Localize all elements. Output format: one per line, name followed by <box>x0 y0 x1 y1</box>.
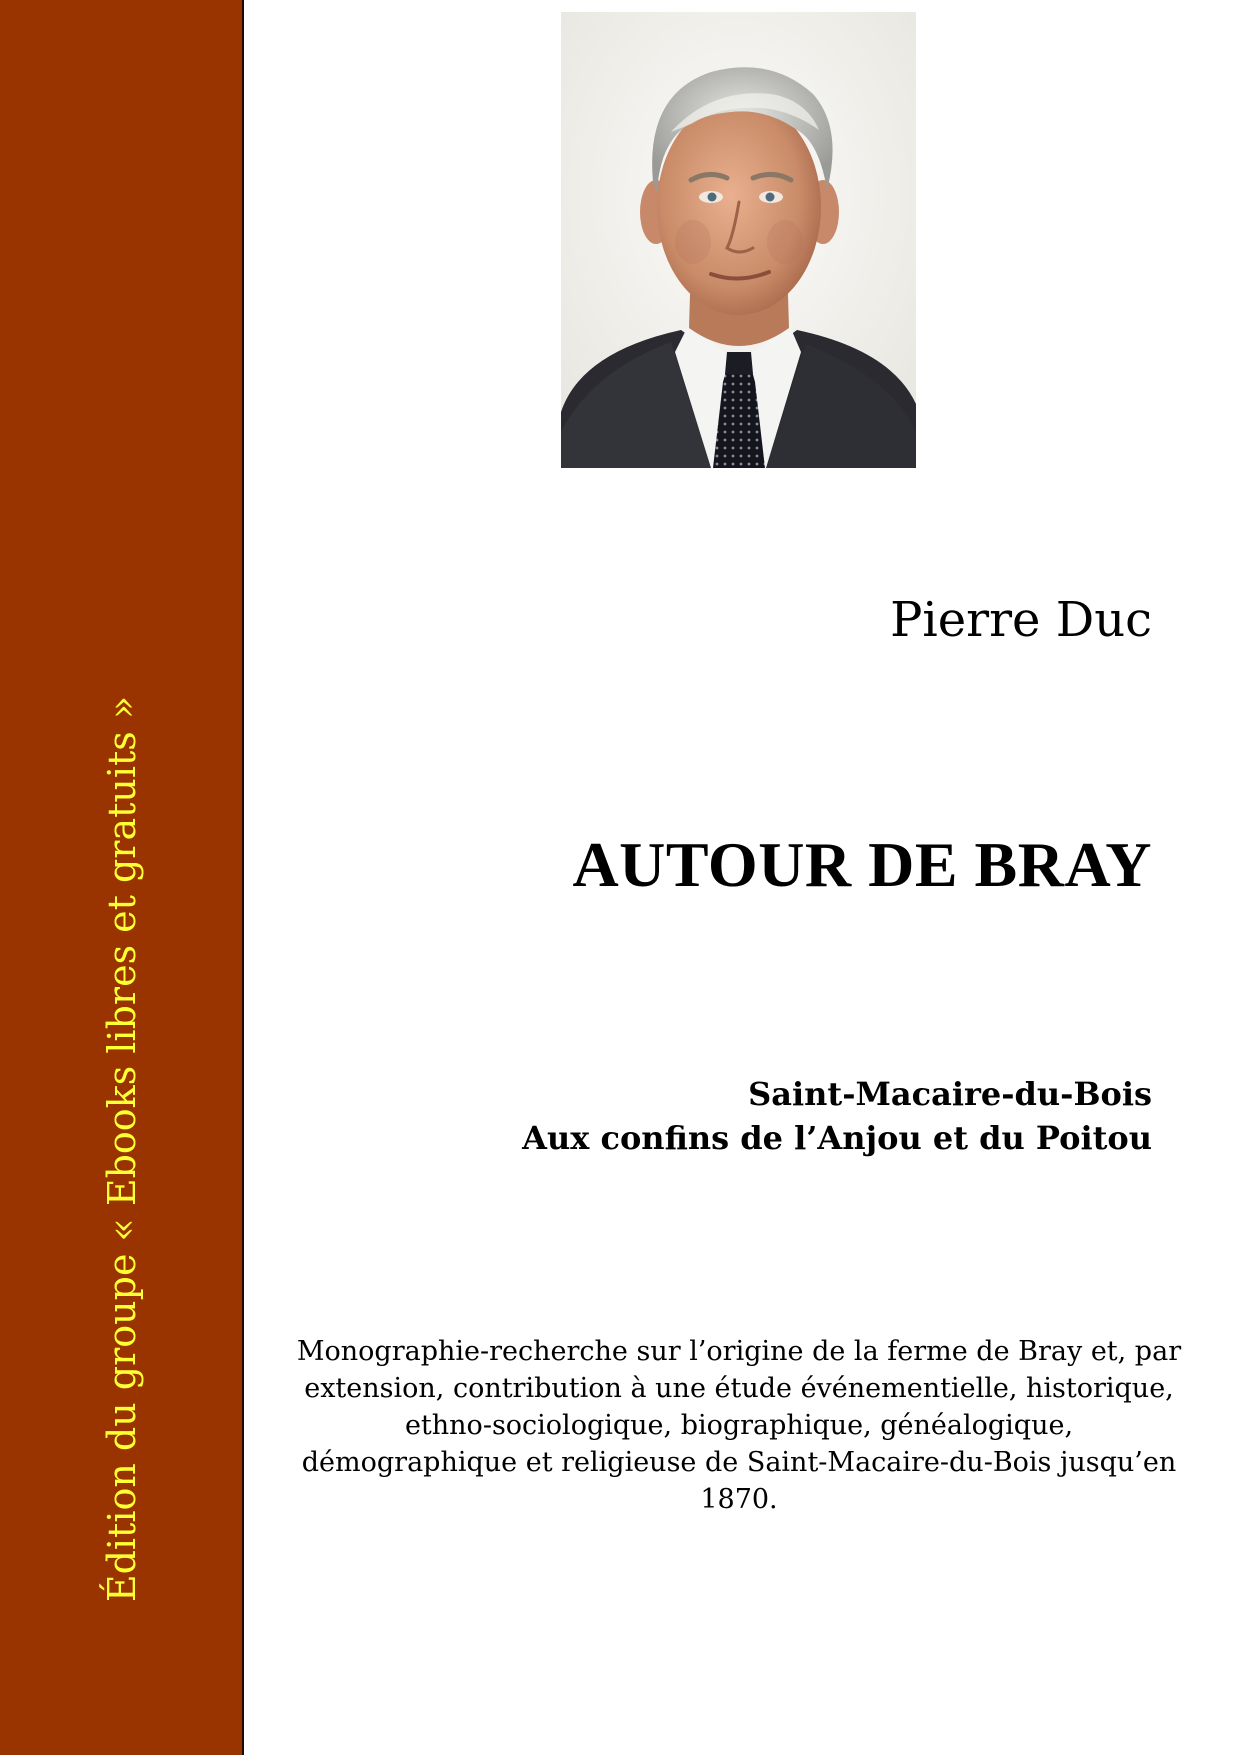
book-subtitle <box>522 1072 1152 1160</box>
description-line-5: 1870. <box>700 1484 778 1515</box>
subtitle-line-1: Saint-Macaire-du-Bois <box>748 1075 1152 1113</box>
book-title: AUTOUR DE BRAY <box>572 829 1152 900</box>
description-line-3: ethno-sociologique, biographique, généalogique, <box>404 1410 1074 1441</box>
book-description <box>264 1333 1214 1518</box>
author-name: Pierre Duc <box>890 592 1152 648</box>
publisher-sidebar <box>0 0 244 1755</box>
description-line-2: extension, contribution à une étude événementielle, historique, <box>304 1373 1174 1404</box>
description-line-4: démographique et religieuse de Saint-Macaire-du-Bois jusqu’en <box>301 1447 1177 1478</box>
publisher-label: Édition du groupe « Ebooks libres et gratuits » <box>100 695 144 1603</box>
description-line-1: Monographie-recherche sur l’origine de la ferme de Bray et, par <box>296 1336 1182 1367</box>
subtitle-line-2: Aux confins de l’Anjou et du Poitou <box>522 1119 1152 1157</box>
author-portrait <box>561 12 916 468</box>
author-portrait-photo-icon <box>561 12 916 468</box>
